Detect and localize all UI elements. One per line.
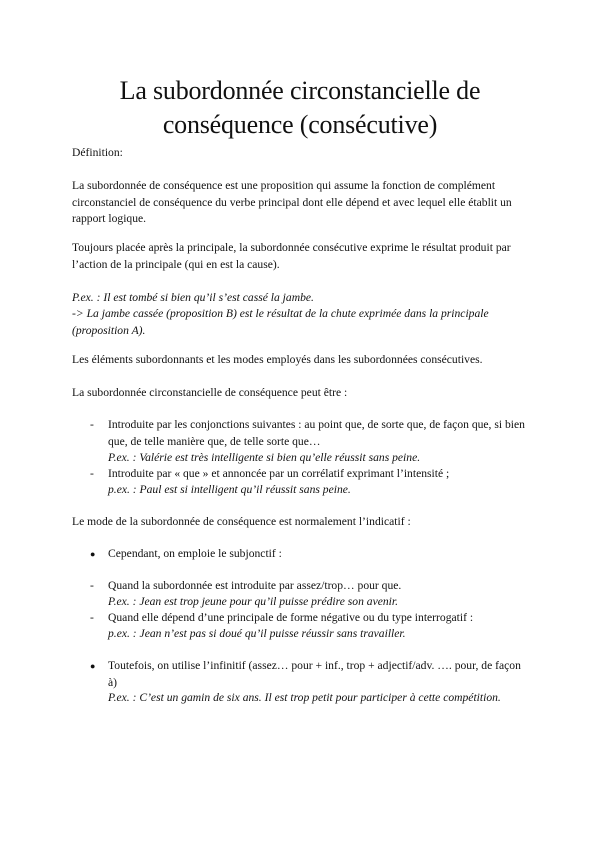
example-line-2: -> La jambe cassée (proposition B) est le résultat de la chute exprimée dans la principale (proposition A). <box>72 307 489 337</box>
list-item: Quand la subordonnée est introduite par assez/trop… pour que. <box>108 579 402 592</box>
bullet-marker: ● <box>90 661 96 671</box>
list-item-example: P.ex. : Valérie est très intelligente si bien qu’elle réussit sans peine. <box>108 451 421 464</box>
example-line-1: P.ex. : Il est tombé si bien qu’il s’est cassé la jambe. <box>72 291 314 304</box>
bullet-item: Toutefois, on utilise l’infinitif (assez… pour + inf., trop + adjectif/adv. …. pour, de façon à) <box>108 659 521 689</box>
definition-label: Définition: <box>72 146 123 159</box>
intro-paragraph: La subordonnée circonstancielle de conséquence peut être : <box>72 386 348 399</box>
list-marker: - <box>90 467 94 480</box>
list-marker: - <box>90 579 94 592</box>
list-item-example: P.ex. : Jean est trop jeune pour qu’il puisse prédire son avenir. <box>108 595 399 608</box>
definition-paragraph: La subordonnée de conséquence est une proposition qui assume la fonction de complément circonstanciel de conséquence du verbe principal dont elle dépend et avec lequel elle établit un rapport logique. <box>72 179 512 226</box>
list-item: Introduite par « que » et annoncée par un corrélatif exprimant l’intensité ; <box>108 467 450 480</box>
bullet-marker: ● <box>90 549 96 559</box>
mode-paragraph: Le mode de la subordonnée de conséquence est normalement l’indicatif : <box>72 515 411 528</box>
list-item-example: p.ex. : Paul est si intelligent qu’il réussit sans peine. <box>108 483 351 496</box>
list-marker: - <box>90 418 94 431</box>
list-item: Quand elle dépend d’une principale de forme négative ou du type interrogatif : <box>108 611 474 624</box>
list-item-example: p.ex. : Jean n’est pas si doué qu’il puisse réussir sans travailler. <box>108 627 406 640</box>
bullet-item: Cependant, on emploie le subjonctif : <box>108 547 282 560</box>
list-marker: - <box>90 611 94 624</box>
list-item: Introduite par les conjonctions suivantes : au point que, de sorte que, de façon que, si bien que, de telle manière que, de telle sorte que… <box>108 418 525 448</box>
elements-paragraph: Les éléments subordonnants et les modes employés dans les subordonnées consécutives. <box>72 353 483 366</box>
page-title: La subordonnée circonstancielle de conséquence (consécutive) <box>119 76 481 139</box>
placement-paragraph: Toujours placée après la principale, la subordonnée consécutive exprime le résultat produit par l’action de la principale (qui en est la cause). <box>72 241 511 271</box>
bullet-item-example: P.ex. : C’est un gamin de six ans. Il est trop petit pour participer à cette compétition. <box>108 691 501 704</box>
